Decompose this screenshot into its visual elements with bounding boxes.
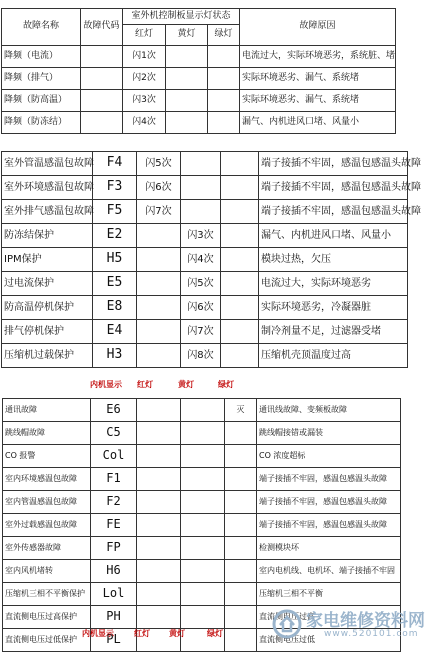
fault-code: F1 — [91, 468, 137, 491]
green-light-status — [225, 514, 257, 537]
fault-cause: 直流侧电压过低 — [257, 629, 401, 652]
yellow-light-status — [181, 176, 221, 200]
fault-code: Col — [91, 445, 137, 468]
green-light-status — [208, 90, 240, 112]
fault-cause: 实际环境恶劣，冷凝器脏 — [259, 296, 408, 320]
yellow-light-status: 闪6次 — [181, 296, 221, 320]
table-row — [2, 152, 408, 176]
fault-code: FE — [91, 514, 137, 537]
fault-name: 室外环境感温包故障 — [2, 176, 93, 200]
table-row — [3, 468, 401, 491]
legend-red-light: 红灯 — [137, 380, 153, 389]
fault-name: 直流侧电压过低保护 — [3, 629, 91, 652]
fault-cause: 端子接插不牢固，感温包感温头故障 — [259, 176, 408, 200]
red-light-status: 闪7次 — [137, 200, 181, 224]
fault-name: 室外管温感温包故障 — [2, 152, 93, 176]
fault-cause: 压缩机三相不平衡 — [257, 583, 401, 606]
fault-cause: 实际环境恶劣、漏气、系统堵 — [240, 90, 396, 112]
yellow-light-status — [181, 152, 221, 176]
yellow-light-status — [181, 200, 221, 224]
fault-code: E8 — [93, 296, 137, 320]
green-light-status — [221, 296, 259, 320]
table-row — [2, 90, 396, 112]
red-light-status — [137, 248, 181, 272]
red-light-status — [137, 606, 181, 629]
green-light-status — [225, 583, 257, 606]
fault-name: 跳线帽故障 — [3, 422, 91, 445]
red-light-status: 闪2次 — [123, 68, 166, 90]
fault-code — [81, 112, 123, 134]
green-light-status — [225, 468, 257, 491]
table-row — [2, 224, 408, 248]
green-light-status — [225, 629, 257, 652]
table-row — [3, 560, 401, 583]
green-light-status — [221, 320, 259, 344]
header-red-light: 红灯 — [123, 25, 166, 46]
green-light-status — [221, 224, 259, 248]
green-light-status — [221, 176, 259, 200]
fault-cause: 电流过大，实际环境恶劣 — [259, 272, 408, 296]
yellow-light-status — [181, 606, 225, 629]
red-light-status — [137, 296, 181, 320]
legend-green-light: 绿灯 — [218, 380, 234, 389]
fault-code — [81, 68, 123, 90]
header-fault-code: 故障代码 — [81, 9, 123, 46]
table-row — [2, 248, 408, 272]
red-light-status — [137, 468, 181, 491]
legend-indoor-display: 内机显示 — [82, 629, 114, 638]
fault-name: 室外过载感温包故障 — [3, 514, 91, 537]
header-green-light: 绿灯 — [208, 25, 240, 46]
table-row — [3, 514, 401, 537]
yellow-light-status — [181, 468, 225, 491]
fault-code: F5 — [93, 200, 137, 224]
fault-name: 室内风机堵转 — [3, 560, 91, 583]
table-row — [2, 200, 408, 224]
fault-name: 室内环境感温包故障 — [3, 468, 91, 491]
fault-cause: 检测模块坏 — [257, 537, 401, 560]
header-fault-name: 故障名称 — [2, 9, 81, 46]
yellow-light-status — [166, 46, 208, 68]
table-row — [3, 537, 401, 560]
fault-name: 室内管温感温包故障 — [3, 491, 91, 514]
fault-name: 压缩机过载保护 — [2, 344, 93, 368]
green-light-status — [225, 422, 257, 445]
yellow-light-status: 闪8次 — [181, 344, 221, 368]
table-row — [2, 46, 396, 68]
fault-name: 降频（防冻结） — [2, 112, 81, 134]
fault-code: H5 — [93, 248, 137, 272]
legend-red-light: 红灯 — [134, 629, 150, 638]
fault-cause: 漏气、内机进风口堵、风量小 — [240, 112, 396, 134]
fault-cause: 通讯线故障、变频板故障 — [257, 399, 401, 422]
fault-cause: 漏气、内机进风口堵、风量小 — [259, 224, 408, 248]
red-light-status — [137, 514, 181, 537]
yellow-light-status — [181, 422, 225, 445]
fault-code: F3 — [93, 176, 137, 200]
fault-name: 防高温停机保护 — [2, 296, 93, 320]
green-light-status — [208, 46, 240, 68]
header-cause: 故障原因 — [240, 9, 396, 46]
red-light-status — [137, 583, 181, 606]
yellow-light-status — [181, 583, 225, 606]
green-light-status — [208, 112, 240, 134]
fault-code: PL — [91, 629, 137, 652]
yellow-light-status: 闪4次 — [181, 248, 221, 272]
fault-cause: 端子接插不牢固，感温包感温头故障 — [257, 468, 401, 491]
fault-name: IPM保护 — [2, 248, 93, 272]
red-light-status — [137, 537, 181, 560]
green-light-status — [225, 606, 257, 629]
yellow-light-status — [181, 445, 225, 468]
yellow-light-status: 闪5次 — [181, 272, 221, 296]
red-light-status — [137, 560, 181, 583]
fault-code: E4 — [93, 320, 137, 344]
watermark-url: www.520101.com — [324, 629, 419, 639]
fault-cause: 实际环境恶劣、漏气、系统堵 — [240, 68, 396, 90]
legend-yellow-light: 黄灯 — [178, 380, 194, 389]
header-indicator-status: 室外机控制板显示灯状态 — [123, 9, 240, 25]
fault-cause: 模块过热，欠压 — [259, 248, 408, 272]
yellow-light-status — [181, 491, 225, 514]
table-row — [2, 272, 408, 296]
fault-code: F4 — [93, 152, 137, 176]
red-light-status — [137, 224, 181, 248]
watermark-text: 家电维修资料网 — [306, 611, 425, 631]
table-row — [3, 491, 401, 514]
fault-cause: 跳线帽接错或漏装 — [257, 422, 401, 445]
red-light-status: 闪1次 — [123, 46, 166, 68]
red-light-status — [137, 399, 181, 422]
green-light-status — [225, 537, 257, 560]
fault-name: 通讯故障 — [3, 399, 91, 422]
red-light-status: 闪5次 — [137, 152, 181, 176]
fault-name: CO 报警 — [3, 445, 91, 468]
green-light-status — [225, 560, 257, 583]
fault-code — [81, 46, 123, 68]
red-light-status — [137, 344, 181, 368]
table-row — [2, 112, 396, 134]
fault-code: Lol — [91, 583, 137, 606]
fault-cause: 电流过大，实际环境恶劣，系统脏、堵 — [240, 46, 396, 68]
red-light-status: 闪3次 — [123, 90, 166, 112]
fault-code: E2 — [93, 224, 137, 248]
fault-code: E5 — [93, 272, 137, 296]
fault-code: PH — [91, 606, 137, 629]
fault-table-frequency-reduction — [1, 8, 396, 134]
green-light-status — [221, 200, 259, 224]
fault-name: 防冻结保护 — [2, 224, 93, 248]
table-row — [2, 344, 408, 368]
watermark — [272, 606, 425, 644]
legend-green-light: 绿灯 — [207, 629, 223, 638]
fault-cause: 端子接插不牢固，感温包感温头故障 — [257, 491, 401, 514]
fault-name: 降频（电流） — [2, 46, 81, 68]
table-row — [2, 296, 408, 320]
fault-cause: 直流侧电压过高 — [257, 606, 401, 629]
table-row — [2, 68, 396, 90]
legend-yellow-light: 黄灯 — [169, 629, 185, 638]
header-yellow-light: 黄灯 — [166, 25, 208, 46]
green-light-status — [221, 248, 259, 272]
red-light-status — [137, 445, 181, 468]
fault-code — [81, 90, 123, 112]
table-row — [3, 583, 401, 606]
green-light-status — [221, 344, 259, 368]
fault-code: H3 — [93, 344, 137, 368]
yellow-light-status — [181, 514, 225, 537]
yellow-light-status — [181, 399, 225, 422]
fault-code: H6 — [91, 560, 137, 583]
legend-indoor-display: 内机显示 — [90, 380, 122, 389]
yellow-light-status — [181, 560, 225, 583]
red-light-status — [137, 320, 181, 344]
green-light-status — [225, 445, 257, 468]
table-row — [3, 422, 401, 445]
table-row — [2, 320, 408, 344]
fault-cause: CO 浓度超标 — [257, 445, 401, 468]
site-logo-icon — [272, 608, 302, 640]
fault-name: 排气停机保护 — [2, 320, 93, 344]
green-light-status — [208, 68, 240, 90]
red-light-status — [137, 272, 181, 296]
red-light-status — [137, 422, 181, 445]
fault-code: F2 — [91, 491, 137, 514]
green-light-status — [221, 272, 259, 296]
red-light-status — [137, 491, 181, 514]
fault-code: E6 — [91, 399, 137, 422]
green-light-status: 灭 — [225, 399, 257, 422]
yellow-light-status — [166, 68, 208, 90]
green-light-status — [225, 491, 257, 514]
yellow-light-status — [166, 90, 208, 112]
fault-cause: 端子接插不牢固，感温包感温头故障 — [257, 514, 401, 537]
fault-name: 室外排气感温包故障 — [2, 200, 93, 224]
fault-code: FP — [91, 537, 137, 560]
table-row — [2, 176, 408, 200]
fault-cause: 压缩机壳顶温度过高 — [259, 344, 408, 368]
red-light-status: 闪6次 — [137, 176, 181, 200]
yellow-light-status: 闪3次 — [181, 224, 221, 248]
table-row — [3, 399, 401, 422]
yellow-light-status: 闪7次 — [181, 320, 221, 344]
fault-name: 室外传感器故障 — [3, 537, 91, 560]
table-row — [3, 445, 401, 468]
fault-cause: 制冷剂量不足，过滤器受堵 — [259, 320, 408, 344]
red-light-status: 闪4次 — [123, 112, 166, 134]
fault-code: C5 — [91, 422, 137, 445]
fault-cause: 端子接插不牢固，感温包感温头故障 — [259, 152, 408, 176]
fault-cause: 端子接插不牢固，感温包感温头故障 — [259, 200, 408, 224]
fault-cause: 室内电机线、电机坏、端子接插不牢固 — [257, 560, 401, 583]
green-light-status — [221, 152, 259, 176]
yellow-light-status — [181, 537, 225, 560]
fault-name: 压缩机三相不平衡保护 — [3, 583, 91, 606]
fault-name: 降频（防高温） — [2, 90, 81, 112]
fault-name: 降频（排气） — [2, 68, 81, 90]
yellow-light-status — [166, 112, 208, 134]
fault-name: 过电流保护 — [2, 272, 93, 296]
fault-name: 直流侧电压过高保护 — [3, 606, 91, 629]
fault-table-outdoor-protection — [1, 151, 421, 368]
